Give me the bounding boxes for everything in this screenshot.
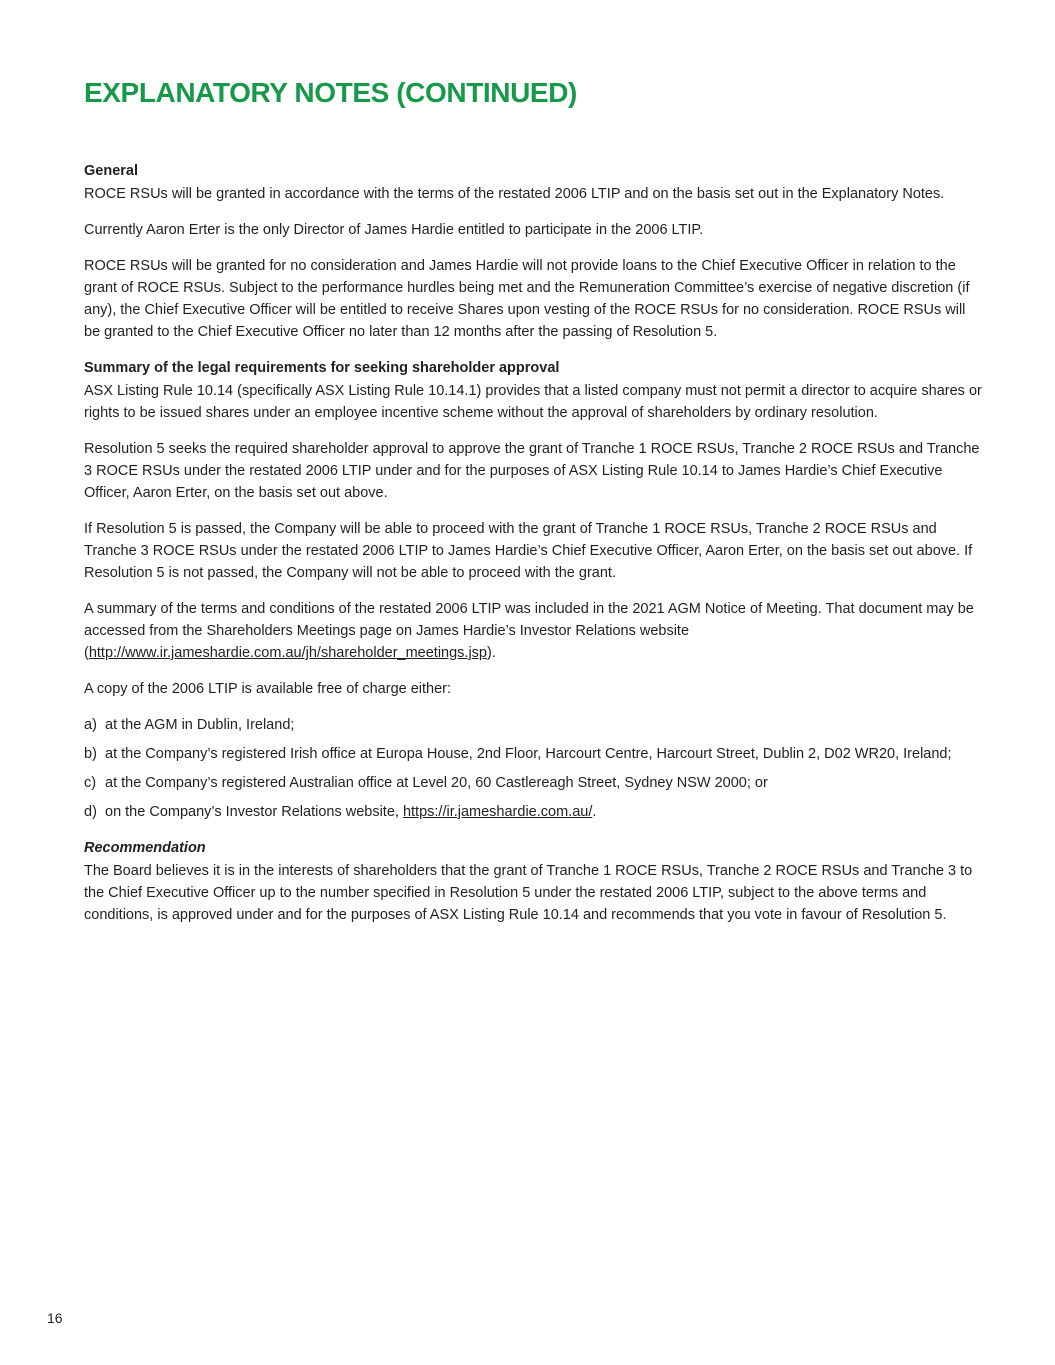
list-marker-c: c) (84, 775, 97, 791)
list-item-a-text: at the AGM in Dublin, Ireland; (105, 717, 295, 733)
general-paragraph-3: ROCE RSUs will be granted for no consideration and James Hardie will not provide loans to the Chief Executive Officer in relation to the grant of ROCE RSUs. Subject to the performance hurdles being met and the Remuneration Committee’s exercise of negative discretion (if any), the Chief Executive Officer will be entitled to receive Shares upon vesting of the ROCE RSUs for no consideration. ROCE RSUs will be granted to the Chief Executive Officer no later than 12 months after the passing of Resolution 5. (84, 258, 970, 340)
shareholder-meetings-link[interactable]: http://www.ir.jameshardie.com.au/jh/shareholder_meetings.jsp (88, 645, 487, 661)
section-recommendation (84, 837, 997, 926)
summary-paragraph-1: ASX Listing Rule 10.14 (specifically ASX Listing Rule 10.14.1) provides that a listed company must not permit a director to acquire shares or rights to be issued shares under an employee incentive scheme without the approval of shareholders by ordinary resolution. (84, 383, 982, 421)
recommendation-paragraph: The Board believes it is in the interests of shareholders that the grant of Tranche 1 ROCE RSUs, Tranche 2 ROCE RSUs and Tranche 3 to the Chief Executive Officer up to the number specified in Resolution 5 under the restated 2006 LTIP, subject to the above terms and conditions, is approved under and for the purposes of ASX Listing Rule 10.14 and recommends that you vote in favour of Resolution 5. (84, 863, 973, 923)
list-item-b (84, 743, 989, 765)
investor-relations-link[interactable]: https://ir.jameshardie.com.au/ (402, 804, 593, 820)
summary-paragraph-2: Resolution 5 seeks the required shareholder approval to approve the grant of Tranche 1 ROCE RSUs, Tranche 2 ROCE RSUs and Tranche 3 ROCE RSUs under the restated 2006 LTIP under and for the purposes of ASX Listing Rule 10.14 to James Hardie’s Chief Executive Officer, Aaron Erter, on the basis set out above. (84, 441, 980, 501)
list-item-c-text: at the Company’s registered Australian office at Level 20, 60 Castlereagh Street, Sydney NSW 2000; or (105, 775, 768, 791)
summary-heading: Summary of the legal requirements for seeking shareholder approval (84, 360, 560, 376)
list-item-d-text (105, 801, 989, 823)
list-item-b-text: at the Company’s registered Irish office at Europa House, 2nd Floor, Harcourt Centre, Harcourt Street, Dublin 2, D02 WR20, Ireland; (105, 746, 952, 762)
list-item-c (84, 772, 989, 794)
list-item-a (84, 714, 989, 736)
availability-list (84, 714, 997, 823)
summary-paragraph-3: If Resolution 5 is passed, the Company will be able to proceed with the grant of Tranche 1 ROCE RSUs, Tranche 2 ROCE RSUs and Tranche 3 ROCE RSUs under the restated 2006 LTIP to James Hardie’s Chief Executive Officer, Aaron Erter, on the basis set out above. If Resolution 5 is not passed, the Company will not be able to proceed with the grant. (84, 521, 973, 581)
list-item-d-prefix: on the Company’s Investor Relations website, (105, 804, 403, 820)
page-title: EXPLANATORY NOTES (CONTINUED) (84, 77, 577, 108)
summary-paragraph-4-suffix: ). (487, 645, 496, 661)
list-marker-b: b) (84, 746, 97, 762)
general-paragraph-1: ROCE RSUs will be granted in accordance with the terms of the restated 2006 LTIP and on the basis set out in the Explanatory Notes. (84, 186, 945, 202)
list-item-d (84, 801, 989, 823)
list-item-d-suffix: . (592, 804, 597, 820)
general-heading: General (84, 163, 138, 179)
list-marker-a: a) (84, 717, 97, 733)
summary-paragraph-5: A copy of the 2006 LTIP is available free of charge either: (84, 681, 452, 697)
section-summary-legal-requirements (84, 357, 997, 823)
section-general (84, 160, 997, 343)
list-marker-d: d) (84, 804, 97, 820)
general-paragraph-2: Currently Aaron Erter is the only Director of James Hardie entitled to participate in the 2006 LTIP. (84, 222, 704, 238)
summary-paragraph-4 (84, 598, 984, 664)
recommendation-heading: Recommendation (84, 840, 206, 856)
page-number: 16 (47, 1310, 63, 1326)
summary-paragraph-4-text: A summary of the terms and conditions of the restated 2006 LTIP was included in the 2021 AGM Notice of Meeting. That document may be accessed from the Shareholders Meetings page on James Hardie’s Investor Relations website ( (84, 601, 974, 661)
